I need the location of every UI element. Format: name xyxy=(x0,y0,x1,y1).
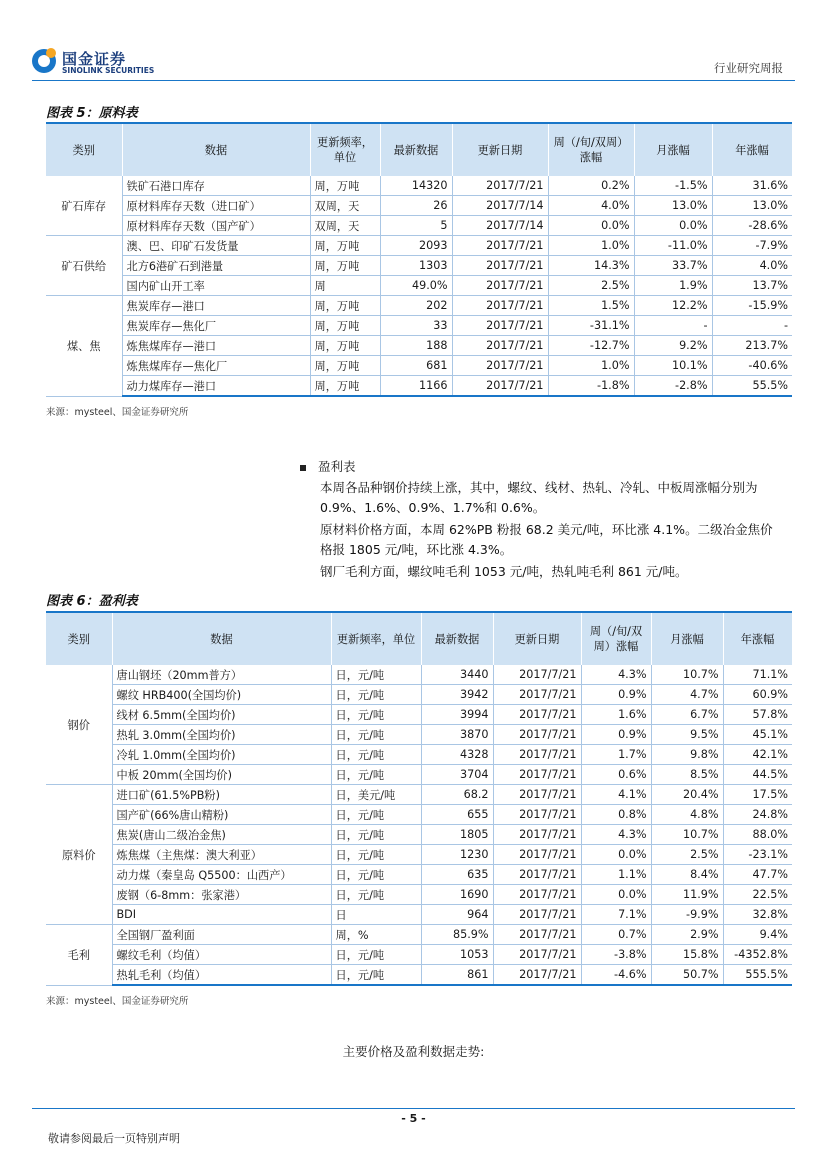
update-date-cell: 2017/7/21 xyxy=(493,765,581,785)
metric-name-cell: 全国钢厂盈利面 xyxy=(112,925,331,945)
monthly-change-cell: 10.1% xyxy=(634,356,712,376)
metric-name-cell: 原材料库存天数（进口矿） xyxy=(122,196,310,216)
update-date-cell: 2017/7/14 xyxy=(452,216,548,236)
unit-cell: 日，元/吨 xyxy=(331,685,421,705)
category-cell: 钢价 xyxy=(46,665,112,785)
latest-value-cell: 1805 xyxy=(421,825,493,845)
unit-cell: 日，元/吨 xyxy=(331,865,421,885)
metric-name-cell: 国产矿(66%唐山精粉) xyxy=(112,805,331,825)
unit-cell: 周 xyxy=(310,276,380,296)
table-row xyxy=(46,705,792,725)
weekly-change-cell: 1.5% xyxy=(548,296,634,316)
metric-name-cell: 唐山钢坯（20mm普方） xyxy=(112,665,331,685)
update-date-cell: 2017/7/21 xyxy=(493,725,581,745)
weekly-change-cell: 0.6% xyxy=(581,765,651,785)
table-row xyxy=(46,885,792,905)
weekly-change-cell: 7.1% xyxy=(581,905,651,925)
monthly-change-cell: 10.7% xyxy=(651,825,723,845)
latest-value-cell: 14320 xyxy=(380,176,452,196)
weekly-change-cell: 0.7% xyxy=(581,925,651,945)
disclaimer-note: 敬请参阅最后一页特别声明 xyxy=(48,1132,180,1145)
latest-value-cell: 1230 xyxy=(421,845,493,865)
update-date-cell: 2017/7/21 xyxy=(452,256,548,276)
table-row xyxy=(46,356,792,376)
table-row xyxy=(46,745,792,765)
monthly-change-cell: - xyxy=(634,316,712,336)
unit-cell: 双周，天 xyxy=(310,196,380,216)
raw-materials-table xyxy=(46,124,793,397)
unit-cell: 日，元/吨 xyxy=(331,805,421,825)
column-header: 类别 xyxy=(46,613,112,665)
update-date-cell: 2017/7/21 xyxy=(493,865,581,885)
latest-value-cell: 1303 xyxy=(380,256,452,276)
update-date-cell: 2017/7/21 xyxy=(493,705,581,725)
yearly-change-cell: 55.5% xyxy=(712,376,792,397)
table-header-row xyxy=(46,613,792,665)
table-row xyxy=(46,725,792,745)
figure-6-source: 来源：mysteel、国金证券研究所 xyxy=(46,996,189,1007)
table-row xyxy=(46,945,792,965)
latest-value-cell: 188 xyxy=(380,336,452,356)
monthly-change-cell: 8.5% xyxy=(651,765,723,785)
latest-value-cell: 202 xyxy=(380,296,452,316)
latest-value-cell: 2093 xyxy=(380,236,452,256)
update-date-cell: 2017/7/21 xyxy=(452,336,548,356)
column-header: 更新日期 xyxy=(493,613,581,665)
weekly-change-cell: -4.6% xyxy=(581,965,651,986)
logo-cn-text: 国金证券 xyxy=(62,50,127,68)
update-date-cell: 2017/7/21 xyxy=(452,176,548,196)
unit-cell: 日 xyxy=(331,905,421,925)
profit-section-title: 盈利表 xyxy=(318,459,356,474)
column-header: 周（/旬/双周）涨幅 xyxy=(548,124,634,176)
weekly-change-cell: 4.3% xyxy=(581,665,651,685)
monthly-change-cell: 11.9% xyxy=(651,885,723,905)
yearly-change-cell: 17.5% xyxy=(723,785,792,805)
table-row xyxy=(46,216,792,236)
update-date-cell: 2017/7/21 xyxy=(493,825,581,845)
unit-cell: 周，万吨 xyxy=(310,176,380,196)
unit-cell: 周，万吨 xyxy=(310,236,380,256)
latest-value-cell: 85.9% xyxy=(421,925,493,945)
header-divider xyxy=(32,80,795,81)
monthly-change-cell: -9.9% xyxy=(651,905,723,925)
latest-value-cell: 655 xyxy=(421,805,493,825)
figure-5-title: 图表 5：原料表 xyxy=(46,106,138,121)
yearly-change-cell: 555.5% xyxy=(723,965,792,986)
table-row xyxy=(46,316,792,336)
yearly-change-cell: -7.9% xyxy=(712,236,792,256)
latest-value-cell: 26 xyxy=(380,196,452,216)
weekly-change-cell: -31.1% xyxy=(548,316,634,336)
table-row xyxy=(46,376,792,397)
table-row xyxy=(46,865,792,885)
column-header: 最新数据 xyxy=(380,124,452,176)
yearly-change-cell: 71.1% xyxy=(723,665,792,685)
latest-value-cell: 3870 xyxy=(421,725,493,745)
metric-name-cell: 北方6港矿石到港量 xyxy=(122,256,310,276)
monthly-change-cell: 2.9% xyxy=(651,925,723,945)
weekly-change-cell: 0.8% xyxy=(581,805,651,825)
update-date-cell: 2017/7/21 xyxy=(493,665,581,685)
update-date-cell: 2017/7/21 xyxy=(452,236,548,256)
unit-cell: 周，% xyxy=(331,925,421,945)
latest-value-cell: 1053 xyxy=(421,945,493,965)
unit-cell: 日，元/吨 xyxy=(331,725,421,745)
monthly-change-cell: -1.5% xyxy=(634,176,712,196)
table-row xyxy=(46,785,792,805)
unit-cell: 日，元/吨 xyxy=(331,825,421,845)
table-row xyxy=(46,236,792,256)
monthly-change-cell: 6.7% xyxy=(651,705,723,725)
latest-value-cell: 1690 xyxy=(421,885,493,905)
table-row xyxy=(46,276,792,296)
logo-en-text: SINOLINK SECURITIES xyxy=(62,66,155,75)
column-header: 最新数据 xyxy=(421,613,493,665)
yearly-change-cell: -28.6% xyxy=(712,216,792,236)
metric-name-cell: 焦炭库存—港口 xyxy=(122,296,310,316)
metric-name-cell: 国内矿山开工率 xyxy=(122,276,310,296)
paragraph-steel-prices: 本周各品种钢价持续上涨，其中，螺纹、线材、热轧、冷轧、中板周涨幅分别为 0.9%、1.6%、0.9%、1.7%和 0.6%。 xyxy=(320,480,758,515)
table-header-row xyxy=(46,124,792,176)
weekly-change-cell: 1.1% xyxy=(581,865,651,885)
yearly-change-cell: -4352.8% xyxy=(723,945,792,965)
weekly-change-cell: 1.0% xyxy=(548,236,634,256)
unit-cell: 周，万吨 xyxy=(310,336,380,356)
weekly-change-cell: 1.0% xyxy=(548,356,634,376)
paragraph-gross-margin: 钢厂毛利方面，螺纹吨毛利 1053 元/吨，热轧吨毛利 861 元/吨。 xyxy=(320,564,688,579)
unit-cell: 日，元/吨 xyxy=(331,945,421,965)
weekly-change-cell: 14.3% xyxy=(548,256,634,276)
yearly-change-cell: -15.9% xyxy=(712,296,792,316)
update-date-cell: 2017/7/21 xyxy=(493,905,581,925)
metric-name-cell: 炼焦煤（主焦煤：澳大利亚） xyxy=(112,845,331,865)
monthly-change-cell: 10.7% xyxy=(651,665,723,685)
metric-name-cell: 焦炭(唐山二级冶金焦) xyxy=(112,825,331,845)
update-date-cell: 2017/7/21 xyxy=(493,685,581,705)
unit-cell: 日，元/吨 xyxy=(331,665,421,685)
update-date-cell: 2017/7/21 xyxy=(493,885,581,905)
yearly-change-cell: 47.7% xyxy=(723,865,792,885)
category-cell: 毛利 xyxy=(46,925,112,986)
weekly-change-cell: 0.9% xyxy=(581,725,651,745)
monthly-change-cell: 1.9% xyxy=(634,276,712,296)
column-header: 月涨幅 xyxy=(651,613,723,665)
monthly-change-cell: 0.0% xyxy=(634,216,712,236)
category-cell: 原料价 xyxy=(46,785,112,925)
yearly-change-cell: 9.4% xyxy=(723,925,792,945)
latest-value-cell: 964 xyxy=(421,905,493,925)
unit-cell: 周，万吨 xyxy=(310,356,380,376)
profit-section-heading xyxy=(300,457,356,475)
yearly-change-cell: 213.7% xyxy=(712,336,792,356)
weekly-change-cell: -12.7% xyxy=(548,336,634,356)
metric-name-cell: BDI xyxy=(112,905,331,925)
yearly-change-cell: -40.6% xyxy=(712,356,792,376)
weekly-change-cell: -1.8% xyxy=(548,376,634,397)
table-row xyxy=(46,965,792,986)
monthly-change-cell: 4.7% xyxy=(651,685,723,705)
latest-value-cell: 3704 xyxy=(421,765,493,785)
unit-cell: 周，万吨 xyxy=(310,256,380,276)
yearly-change-cell: 13.0% xyxy=(712,196,792,216)
yearly-change-cell: 88.0% xyxy=(723,825,792,845)
monthly-change-cell: 15.8% xyxy=(651,945,723,965)
column-header: 数据 xyxy=(112,613,331,665)
page-number: - 5 - xyxy=(401,1112,426,1125)
metric-name-cell: 废钢（6-8mm：张家港） xyxy=(112,885,331,905)
latest-value-cell: 3942 xyxy=(421,685,493,705)
latest-value-cell: 5 xyxy=(380,216,452,236)
weekly-change-cell: 0.0% xyxy=(548,216,634,236)
update-date-cell: 2017/7/21 xyxy=(493,845,581,865)
metric-name-cell: 进口矿(61.5%PB粉) xyxy=(112,785,331,805)
metric-name-cell: 原材料库存天数（国产矿） xyxy=(122,216,310,236)
yearly-change-cell: 45.1% xyxy=(723,725,792,745)
latest-value-cell: 1166 xyxy=(380,376,452,397)
unit-cell: 日，元/吨 xyxy=(331,845,421,865)
latest-value-cell: 861 xyxy=(421,965,493,986)
unit-cell: 日，元/吨 xyxy=(331,765,421,785)
monthly-change-cell: -11.0% xyxy=(634,236,712,256)
yearly-change-cell: 24.8% xyxy=(723,805,792,825)
table-row xyxy=(46,825,792,845)
update-date-cell: 2017/7/21 xyxy=(452,376,548,397)
table-row xyxy=(46,665,792,685)
update-date-cell: 2017/7/21 xyxy=(493,745,581,765)
monthly-change-cell: 12.2% xyxy=(634,296,712,316)
column-header: 更新频率，单位 xyxy=(331,613,421,665)
update-date-cell: 2017/7/21 xyxy=(452,296,548,316)
monthly-change-cell: 33.7% xyxy=(634,256,712,276)
column-header: 数据 xyxy=(122,124,310,176)
monthly-change-cell: 20.4% xyxy=(651,785,723,805)
table-row xyxy=(46,845,792,865)
unit-cell: 日，元/吨 xyxy=(331,745,421,765)
unit-cell: 日，元/吨 xyxy=(331,705,421,725)
table-row xyxy=(46,905,792,925)
yearly-change-cell: 44.5% xyxy=(723,765,792,785)
monthly-change-cell: 50.7% xyxy=(651,965,723,986)
company-logo xyxy=(32,46,172,78)
metric-name-cell: 线材 6.5mm(全国均价) xyxy=(112,705,331,725)
update-date-cell: 2017/7/21 xyxy=(493,805,581,825)
unit-cell: 日，元/吨 xyxy=(331,965,421,986)
update-date-cell: 2017/7/21 xyxy=(493,785,581,805)
latest-value-cell: 68.2 xyxy=(421,785,493,805)
weekly-change-cell: 0.9% xyxy=(581,685,651,705)
update-date-cell: 2017/7/21 xyxy=(493,925,581,945)
profit-table xyxy=(46,613,793,986)
unit-cell: 日，元/吨 xyxy=(331,885,421,905)
update-date-cell: 2017/7/21 xyxy=(452,276,548,296)
yearly-change-cell: - xyxy=(712,316,792,336)
monthly-change-cell: 8.4% xyxy=(651,865,723,885)
update-date-cell: 2017/7/21 xyxy=(452,316,548,336)
table-row xyxy=(46,805,792,825)
metric-name-cell: 铁矿石港口库存 xyxy=(122,176,310,196)
unit-cell: 周，万吨 xyxy=(310,316,380,336)
unit-cell: 周，万吨 xyxy=(310,296,380,316)
yearly-change-cell: -23.1% xyxy=(723,845,792,865)
table-row xyxy=(46,256,792,276)
weekly-change-cell: 4.0% xyxy=(548,196,634,216)
metric-name-cell: 炼焦煤库存—港口 xyxy=(122,336,310,356)
weekly-change-cell: 2.5% xyxy=(548,276,634,296)
trend-section-title: 主要价格及盈利数据走势: xyxy=(342,1044,485,1059)
metric-name-cell: 焦炭库存—焦化厂 xyxy=(122,316,310,336)
category-cell: 矿石库存 xyxy=(46,176,122,236)
column-header: 类别 xyxy=(46,124,122,176)
latest-value-cell: 3994 xyxy=(421,705,493,725)
paragraph-raw-material-prices: 原材料价格方面，本周 62%PB 粉报 68.2 美元/吨，环比涨 4.1%。二级冶金焦价格报 1805 元/吨，环比涨 4.3%。 xyxy=(320,522,773,557)
latest-value-cell: 33 xyxy=(380,316,452,336)
table-row xyxy=(46,176,792,196)
latest-value-cell: 3440 xyxy=(421,665,493,685)
monthly-change-cell: 13.0% xyxy=(634,196,712,216)
yearly-change-cell: 60.9% xyxy=(723,685,792,705)
monthly-change-cell: 9.8% xyxy=(651,745,723,765)
weekly-change-cell: 1.7% xyxy=(581,745,651,765)
latest-value-cell: 49.0% xyxy=(380,276,452,296)
metric-name-cell: 冷轧 1.0mm(全国均价) xyxy=(112,745,331,765)
update-date-cell: 2017/7/21 xyxy=(493,945,581,965)
column-header: 年涨幅 xyxy=(723,613,792,665)
category-cell: 矿石供给 xyxy=(46,236,122,296)
metric-name-cell: 动力煤库存—港口 xyxy=(122,376,310,397)
unit-cell: 双周，天 xyxy=(310,216,380,236)
column-header: 月涨幅 xyxy=(634,124,712,176)
unit-cell: 日，美元/吨 xyxy=(331,785,421,805)
weekly-change-cell: -3.8% xyxy=(581,945,651,965)
weekly-change-cell: 0.0% xyxy=(581,845,651,865)
latest-value-cell: 4328 xyxy=(421,745,493,765)
monthly-change-cell: 9.5% xyxy=(651,725,723,745)
monthly-change-cell: 2.5% xyxy=(651,845,723,865)
weekly-change-cell: 0.2% xyxy=(548,176,634,196)
yearly-change-cell: 57.8% xyxy=(723,705,792,725)
yearly-change-cell: 42.1% xyxy=(723,745,792,765)
metric-name-cell: 热轧毛利（均值） xyxy=(112,965,331,986)
weekly-change-cell: 4.3% xyxy=(581,825,651,845)
column-header: 年涨幅 xyxy=(712,124,792,176)
table-row xyxy=(46,196,792,216)
monthly-change-cell: -2.8% xyxy=(634,376,712,397)
update-date-cell: 2017/7/21 xyxy=(452,356,548,376)
column-header: 更新频率，单位 xyxy=(310,124,380,176)
weekly-change-cell: 0.0% xyxy=(581,885,651,905)
footer-divider xyxy=(32,1108,795,1109)
monthly-change-cell: 9.2% xyxy=(634,336,712,356)
yearly-change-cell: 22.5% xyxy=(723,885,792,905)
metric-name-cell: 螺纹 HRB400(全国均价) xyxy=(112,685,331,705)
column-header: 更新日期 xyxy=(452,124,548,176)
table-row xyxy=(46,336,792,356)
latest-value-cell: 681 xyxy=(380,356,452,376)
table-row xyxy=(46,296,792,316)
latest-value-cell: 635 xyxy=(421,865,493,885)
bullet-square-icon xyxy=(300,465,306,471)
update-date-cell: 2017/7/14 xyxy=(452,196,548,216)
metric-name-cell: 热轧 3.0mm(全国均价) xyxy=(112,725,331,745)
yearly-change-cell: 32.8% xyxy=(723,905,792,925)
table-row xyxy=(46,925,792,945)
unit-cell: 周，万吨 xyxy=(310,376,380,397)
metric-name-cell: 中板 20mm(全国均价) xyxy=(112,765,331,785)
figure-5-source: 来源：mysteel、国金证券研究所 xyxy=(46,407,189,418)
metric-name-cell: 炼焦煤库存—焦化厂 xyxy=(122,356,310,376)
metric-name-cell: 澳、巴、印矿石发货量 xyxy=(122,236,310,256)
monthly-change-cell: 4.8% xyxy=(651,805,723,825)
weekly-change-cell: 1.6% xyxy=(581,705,651,725)
yearly-change-cell: 4.0% xyxy=(712,256,792,276)
category-cell: 煤、焦 xyxy=(46,296,122,397)
weekly-change-cell: 4.1% xyxy=(581,785,651,805)
yearly-change-cell: 31.6% xyxy=(712,176,792,196)
logo-dot-icon xyxy=(46,48,56,58)
table-row xyxy=(46,765,792,785)
metric-name-cell: 螺纹毛利（均值） xyxy=(112,945,331,965)
metric-name-cell: 动力煤（秦皇岛 Q5500：山西产） xyxy=(112,865,331,885)
yearly-change-cell: 13.7% xyxy=(712,276,792,296)
update-date-cell: 2017/7/21 xyxy=(493,965,581,986)
figure-6-title: 图表 6：盈利表 xyxy=(46,594,138,609)
column-header: 周（/旬/双周）涨幅 xyxy=(581,613,651,665)
table-row xyxy=(46,685,792,705)
report-type-label: 行业研究周报 xyxy=(714,61,783,75)
